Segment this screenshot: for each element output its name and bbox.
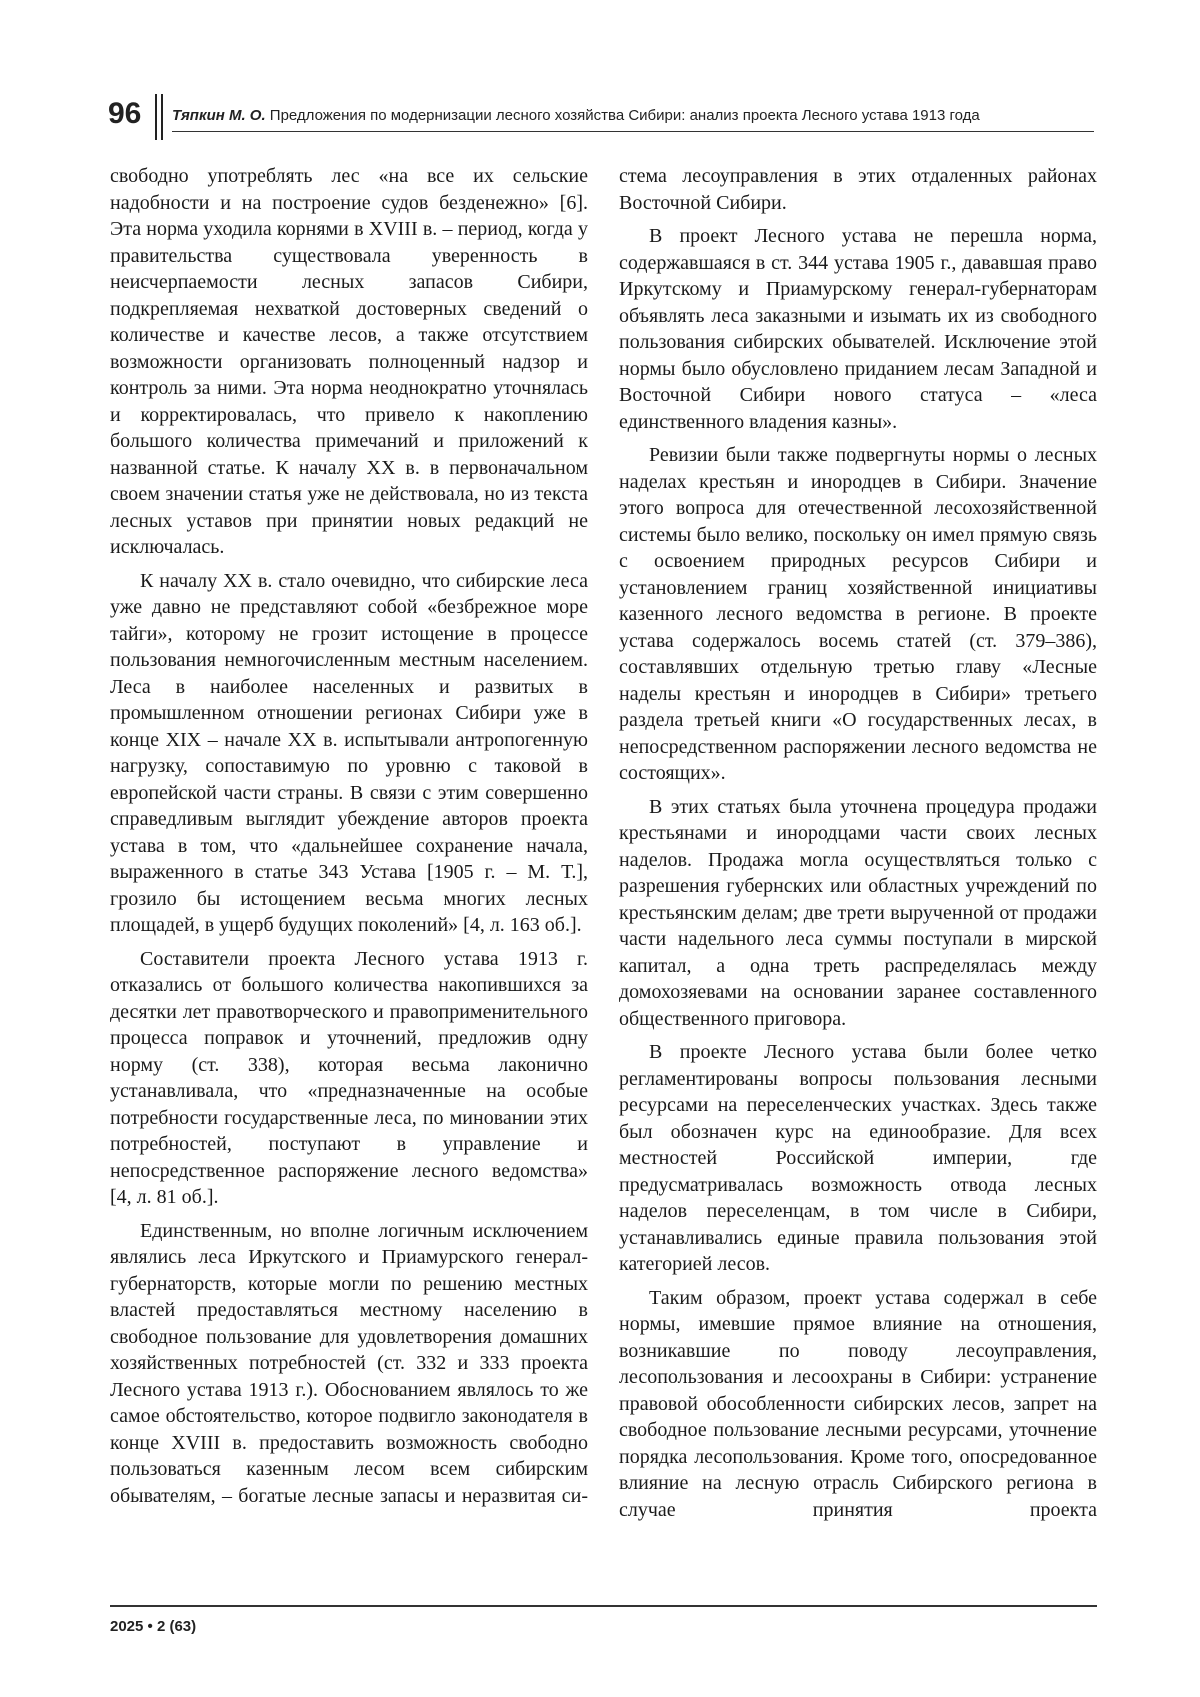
page-number: 96 (108, 97, 142, 130)
running-head (172, 106, 1094, 126)
running-head-title: Предложения по модернизации лесного хозяйства Сибири: анализ проекта Лесного устава 1913 года (265, 107, 980, 124)
running-head-author: Тяпкин М. О. (172, 107, 266, 124)
paragraph: Таким образом, проект устава содержал в себе нормы, имевшие прямое влияние на отношения, возникавшие по поводу лесоуправления, лесопользования и лесоохраны в Сибири: устранение правовой обособленности сибирских лесов, запрет на свободное пользование лесными ресурсами, уточнение порядка лесопользования. Кроме того, опосредованное влияние на лесную отрасль Сибирского региона в случае принятия проекта (619, 1286, 1097, 1521)
left-column (110, 163, 588, 1516)
paragraph: В проект Лесного устава не перешла норма, содержавшаяся в ст. 344 устава 1905 г., дававшая право Иркутскому и Приамурскому генерал-губернаторам объявлять леса заказными и изымать их из свободного пользования сибирских обывателей. Исключение этой нормы было обусловлено приданием лесам Западной и Восточной Сибири нового статуса – «леса единственного владения казны». (619, 225, 1097, 433)
paragraph: К началу XX в. стало очевидно, что сибирские леса уже давно не представляют собой «безбрежное море тайги», которому не грозит истощение в процессе пользования немногочисленным местным населением. Леса в наиболее населенных и развитых в промышленном отношении регионах Сибири уже в конце XIX – начале XX в. испытывали антропогенную нагрузку, сопоставимую по уровню с таковой в европейской части страны. В связи с этим совершенно справедливым выглядит убеждение авторов проекта устава в том, что «дальнейшее сохранение начала, выраженного в статье 343 Устава [1905 г. – М. Т.], грозило бы истощением весьма многих лесных площадей, в ущерб будущих поколений» [4, л. 163 об.]. (110, 569, 588, 936)
paragraph: В проекте Лесного устава были более четко регламентированы вопросы пользования лесными ресурсами на переселенческих участках. Здесь также был обозначен курс на единообразие. Для всех местностей Российской империи, где предусматривалась возможность отвода лесных наделов переселенцам, в том числе в Сибири, устанавливались единые правила пользования этой категорией лесов. (619, 1041, 1097, 1275)
right-column (619, 163, 1097, 1530)
paragraph: Ревизии были также подвергнуты нормы о лесных наделах крестьян и инородцев в Сибири. Значение этого вопроса для отечественной лесохозяйственной системы было велико, поскольку он имел прямую связь с освоением природных ресурсов Сибири и установлением границ хозяйственной инициативы казенного лесного ведомства в регионе. В проекте устава содержалось восемь статей (ст. 379–386), составлявших отдельную третью главу «Лесные наделы крестьян и инородцев в Сибири» третьего раздела третьей книги «О государственных лесах, в непосредственном распоряжении лесного ведомства не состоящих». (619, 444, 1097, 784)
paragraph: Единственным, но вполне логичным исключением являлись леса Иркутского и Приамурского генерал-губернаторств, которые могли по решению местных властей предоставляться местному населению в свободное пользование для удовлетворения домашних хозяйственных потребностей (ст. 332 и 333 проекта Лесного устава 1913 г.). Обоснованием являлось то же самое обстоятельство, которое подвигло законодателя в конце XVIII в. предоставить возможность свободно пользоваться казенным лесом всем сибирским обывателям, – богатые лесные запасы и неразвитая си- (110, 1219, 588, 1507)
paragraph: Составители проекта Лесного устава 1913 г. отказались от большого количества накопившихся за десятки лет правотворческого и правоприменительного процесса поправок и уточнений, предложив одну норму (ст. 338), которая весьма лаконично устанавливала, что «предназначенные на особые потребности государственные леса, по миновании этих потребностей, поступают в управление и непосредственное распоряжение лесного ведомства» [4, л. 81 об.]. (110, 947, 588, 1208)
header-divider (161, 94, 163, 140)
page-header (108, 94, 1094, 136)
footer-rule (110, 1605, 1097, 1607)
issue-label: 2025 • 2 (63) (110, 1618, 197, 1635)
paragraph: В этих статьях была уточнена процедура продажи крестьянами и инородцами части своих лесных наделов. Продажа могла осуществляться только с разрешения губернских или областных учреждений по крестьянским делам; две трети вырученной от продажи части надельного леса суммы поступали в мирской капитал, а одна треть распределялась между домохозяевами на основании заранее составленного общественного приговора. (619, 795, 1097, 1030)
header-divider (155, 94, 157, 140)
header-rule (172, 131, 1094, 132)
paragraph: стема лесоуправления в этих отдаленных районах Восточной Сибири. (619, 165, 1097, 214)
paragraph: свободно употреблять лес «на все их сельские надобности и на построение судов безденежно» [6]. Эта норма уходила корнями в XVIII в. – период, когда у правительства существовала уверенность в неисчерпаемости лесных запасов Сибири, подкрепляемая нехваткой достоверных сведений о количестве и качестве лесов, а также отсутствием возможности организовать полноценный надзор и контроль за ними. Эта норма неоднократно уточнялась и корректировалась, что привело к накоплению большого количества примечаний и приложений к названной статье. К началу XX в. в первоначальном своем значении статья уже не действовала, но из текста лесных уставов при принятии новых редакций не исключалась. (110, 165, 588, 558)
